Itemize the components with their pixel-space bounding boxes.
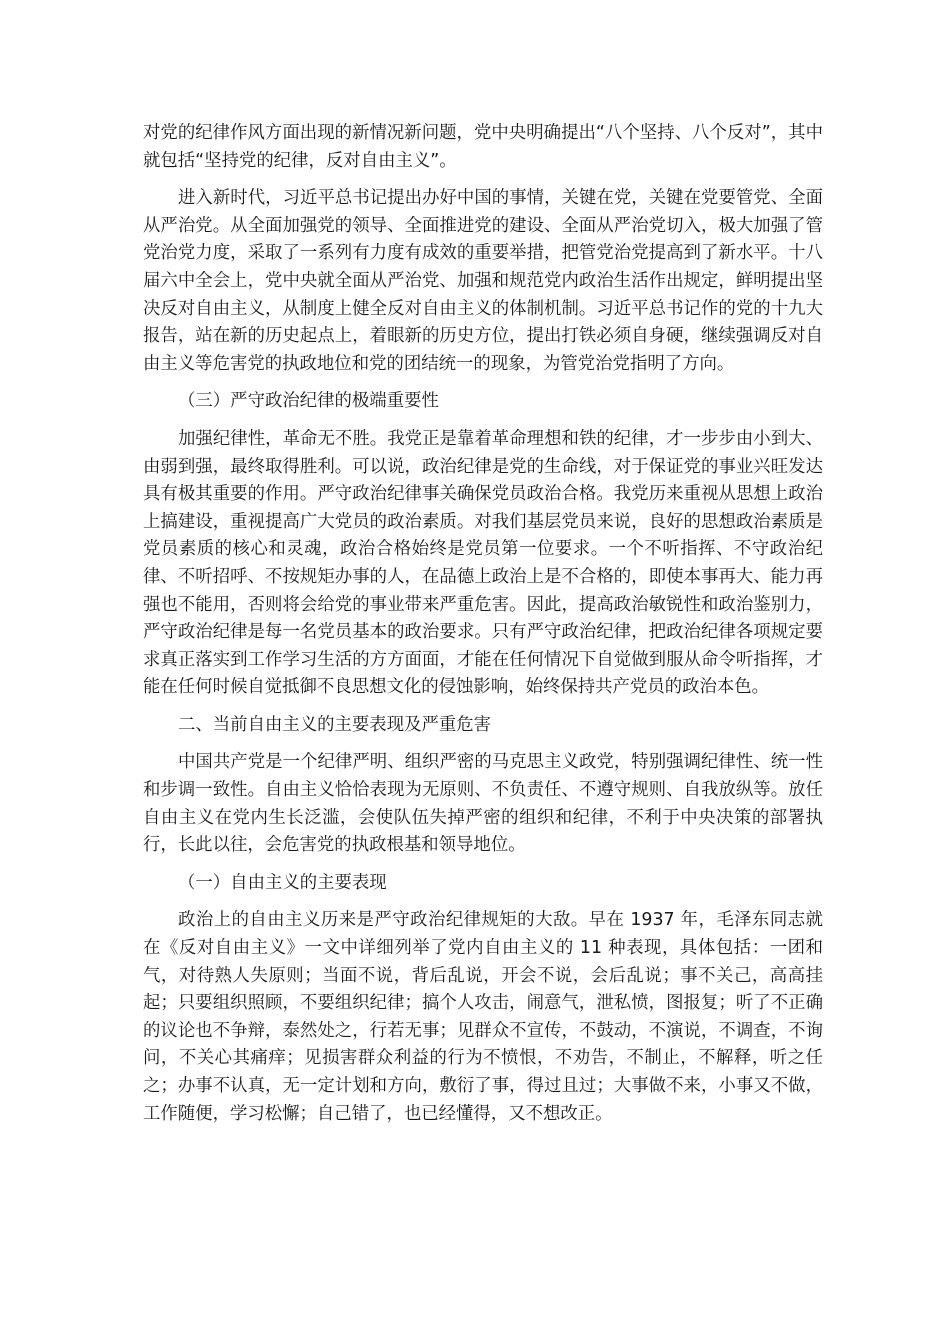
paragraph-party-discipline: 中国共产党是一个纪律严明、组织严密的马克思主义政党，特别强调纪律性、统一性和步调一致性。自由主义恰恰表现为无原则、不负责任、不遵守规则、自我放纵等。放任自由主义在党内生长泛滥，会使队伍失掉严密的组织和纪律，不利于中央决策的部署执行，长此以往，会危害党的执政根基和领导地位。 (143, 752, 823, 856)
paragraph-liberalism-forms: 政治上的自由主义历来是严守政治纪律规矩的大敌。早在 1937 年，毛泽东同志就在《反对自由主义》一文中详细列举了党内自由主义的 11 种表现，具体包括：一团和气，对待熟人失原则；当面不说，背后乱说，开会不说，会后乱说；事不关己，高高挂起；只要组织照顾，不要组织纪律；搞个人攻击，闹意气，泄私愤，图报复；听了不正确的议论也不争辩，泰然处之，行若无事；见群众不宣传，不鼓动，不演说，不调查，不询问，不关心其痛痒；见损害群众利益的行为不愤恨，不劝告，不制止，不解释，听之任之；办事不认真，无一定计划和方向，敷衍了事，得过且过；大事做不来，小事又不做，工作随便，学习松懈；自己错了，也已经懂得，又不想改正。 (143, 910, 823, 1124)
section-heading-liberalism-forms: （一）自由主义的主要表现 (178, 872, 387, 893)
paragraph-discipline-importance: 加强纪律性，革命无不胜。我党正是靠着革命理想和铁的纪律，才一步步由小到大、由弱到强，最终取得胜利。可以说，政治纪律是党的生命线，对于保证党的事业兴旺发达具有极其重要的作用。严守政治纪律事关确保党员政治合格。我党历来重视从思想上政治上搞建设，重视提高广大党员的政治素质。对我们基层党员来说，良好的思想政治素质是党员素质的核心和灵魂，政治合格始终是党员第一位要求。一个不听指挥、不守政治纪律、不听招呼、不按规矩办事的人，在品德上政治上是不合格的，即使本事再大、能力再强也不能用，否则将会给党的事业带来严重危害。因此，提高政治敏锐性和政治鉴别力，严守政治纪律是每一名党员基本的政治要求。只有严守政治纪律，把政治纪律各项规定要求真正落实到工作学习生活的方方面面，才能在任何情况下自觉做到服从命令听指挥，才能在任何时候自觉抵御不良思想文化的侵蚀影响，始终保持共产党员的政治本色。 (143, 428, 823, 698)
section-heading-political-discipline: （三）严守政治纪律的极端重要性 (178, 391, 439, 412)
paragraph-new-era: 进入新时代，习近平总书记提出办好中国的事情，关键在党，关键在党要管党、全面从严治党。从全面加强党的领导、全面推进党的建设、全面从严治党切入，极大加强了管党治党力度，采取了一系列有力度有成效的重要举措，把管党治党提高到了新水平。十八届六中全会上，党中央就全面从严治党、加强和规范党内政治生活作出规定，鲜明提出坚决反对自由主义，从制度上健全反对自由主义的体制机制。习近平总书记作的党的十九大报告，站在新的历史起点上，着眼新的历史方位，提出打铁必须自身硬，继续强调反对自由主义等危害党的执政地位和党的团结统一的现象，为管党治党指明了方向。 (143, 188, 823, 374)
section-heading-liberalism-harm: 二、当前自由主义的主要表现及严重危害 (178, 714, 492, 735)
document-body (143, 120, 823, 1128)
paragraph-continuation: 对党的纪律作风方面出现的新情况新问题，党中央明确提出“八个坚持、八个反对”，其中就包括“坚持党的纪律，反对自由主义”。 (143, 123, 823, 171)
